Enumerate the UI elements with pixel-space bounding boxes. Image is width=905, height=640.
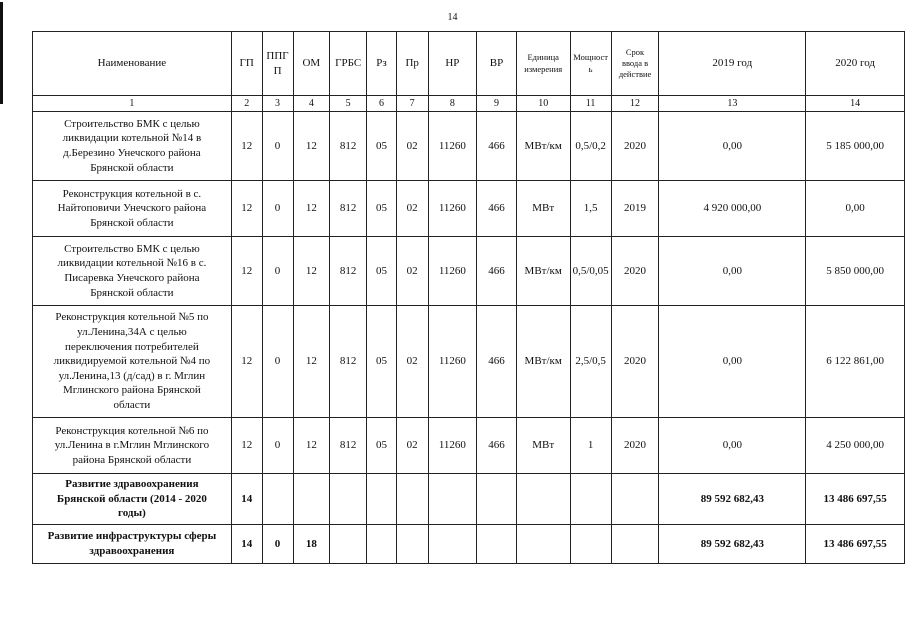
cell-om: 18 bbox=[293, 525, 330, 564]
cell-grbs bbox=[330, 474, 367, 525]
cell-gp: 12 bbox=[231, 237, 262, 306]
cell-y2019: 0,00 bbox=[659, 306, 806, 418]
cell-name: Реконструкция котельной №5 по ул.Ленина,34А с целью переключения потребителей ликвидируемой котельной №4 по ул.Ленина,13 (д/сад) в г. Мглин Мглинского района Брянской области bbox=[33, 306, 232, 418]
cell-nr bbox=[428, 474, 477, 525]
cell-pr: 02 bbox=[396, 306, 428, 418]
header-om: ОМ bbox=[293, 32, 330, 96]
column-index-cell: 8 bbox=[428, 96, 477, 112]
page-number: 14 bbox=[447, 12, 458, 23]
cell-ppgp: 0 bbox=[262, 418, 293, 474]
cell-rz: 05 bbox=[367, 237, 397, 306]
cell-grbs: 812 bbox=[330, 237, 367, 306]
cell-pr: 02 bbox=[396, 237, 428, 306]
cell-pr: 02 bbox=[396, 181, 428, 237]
cell-y2019: 89 592 682,43 bbox=[659, 474, 806, 525]
cell-pr bbox=[396, 525, 428, 564]
cell-term: 2020 bbox=[611, 306, 659, 418]
cell-unit: МВт bbox=[516, 418, 570, 474]
cell-ppgp: 0 bbox=[262, 112, 293, 181]
cell-rz: 05 bbox=[367, 181, 397, 237]
cell-ppgp: 0 bbox=[262, 525, 293, 564]
cell-y2019: 0,00 bbox=[659, 237, 806, 306]
header-2019: 2019 год bbox=[659, 32, 806, 96]
cell-rz: 05 bbox=[367, 418, 397, 474]
cell-unit: МВт bbox=[516, 181, 570, 237]
cell-om: 12 bbox=[293, 306, 330, 418]
cell-power bbox=[570, 474, 611, 525]
column-index-cell: 10 bbox=[516, 96, 570, 112]
cell-unit bbox=[516, 474, 570, 525]
cell-term: 2020 bbox=[611, 418, 659, 474]
column-index-cell: 14 bbox=[806, 96, 905, 112]
cell-grbs bbox=[330, 525, 367, 564]
cell-unit bbox=[516, 525, 570, 564]
cell-om: 12 bbox=[293, 237, 330, 306]
table-row bbox=[33, 474, 905, 525]
header-gp: ГП bbox=[231, 32, 262, 96]
cell-nr: 11260 bbox=[428, 306, 477, 418]
cell-y2020: 5 185 000,00 bbox=[806, 112, 905, 181]
column-index-cell: 6 bbox=[367, 96, 397, 112]
column-index-cell: 11 bbox=[570, 96, 611, 112]
cell-grbs: 812 bbox=[330, 306, 367, 418]
cell-power: 1,5 bbox=[570, 181, 611, 237]
table-row bbox=[33, 525, 905, 564]
cell-y2020: 13 486 697,55 bbox=[806, 474, 905, 525]
cell-rz bbox=[367, 474, 397, 525]
cell-name: Развитие здравоохранения Брянской области (2014 - 2020 годы) bbox=[33, 474, 232, 525]
column-index-cell: 5 bbox=[330, 96, 367, 112]
cell-power: 0,5/0,2 bbox=[570, 112, 611, 181]
cell-term: 2020 bbox=[611, 237, 659, 306]
cell-y2019: 0,00 bbox=[659, 112, 806, 181]
cell-pr: 02 bbox=[396, 112, 428, 181]
cell-gp: 12 bbox=[231, 418, 262, 474]
column-index-row bbox=[33, 96, 905, 112]
cell-name: Развитие инфраструктуры сферы здравоохранения bbox=[33, 525, 232, 564]
cell-ppgp: 0 bbox=[262, 237, 293, 306]
header-unit: Единица измерения bbox=[516, 32, 570, 96]
cell-pr bbox=[396, 474, 428, 525]
column-index-cell: 9 bbox=[477, 96, 517, 112]
cell-y2020: 13 486 697,55 bbox=[806, 525, 905, 564]
cell-grbs: 812 bbox=[330, 112, 367, 181]
cell-vr: 466 bbox=[477, 112, 517, 181]
cell-gp: 14 bbox=[231, 525, 262, 564]
cell-y2020: 5 850 000,00 bbox=[806, 237, 905, 306]
header-nr: НР bbox=[428, 32, 477, 96]
cell-nr: 11260 bbox=[428, 112, 477, 181]
cell-vr bbox=[477, 474, 517, 525]
cell-power: 2,5/0,5 bbox=[570, 306, 611, 418]
cell-nr: 11260 bbox=[428, 181, 477, 237]
cell-vr: 466 bbox=[477, 181, 517, 237]
header-grbs: ГРБС bbox=[330, 32, 367, 96]
cell-grbs: 812 bbox=[330, 418, 367, 474]
column-index-cell: 12 bbox=[611, 96, 659, 112]
cell-term: 2020 bbox=[611, 112, 659, 181]
cell-name: Реконструкция котельной №6 по ул.Ленина в г.Мглин Мглинского района Брянской области bbox=[33, 418, 232, 474]
cell-power bbox=[570, 525, 611, 564]
cell-gp: 12 bbox=[231, 112, 262, 181]
cell-y2019: 0,00 bbox=[659, 418, 806, 474]
cell-unit: МВт/км bbox=[516, 306, 570, 418]
cell-om: 12 bbox=[293, 112, 330, 181]
cell-unit: МВт/км bbox=[516, 112, 570, 181]
header-rz: Рз bbox=[367, 32, 397, 96]
cell-vr bbox=[477, 525, 517, 564]
cell-rz: 05 bbox=[367, 112, 397, 181]
cell-ppgp bbox=[262, 474, 293, 525]
header-name: Наименование bbox=[33, 32, 232, 96]
cell-power: 1 bbox=[570, 418, 611, 474]
cell-y2019: 4 920 000,00 bbox=[659, 181, 806, 237]
cell-nr: 11260 bbox=[428, 237, 477, 306]
cell-pr: 02 bbox=[396, 418, 428, 474]
cell-ppgp: 0 bbox=[262, 181, 293, 237]
cell-rz: 05 bbox=[367, 306, 397, 418]
cell-rz bbox=[367, 525, 397, 564]
cell-y2020: 4 250 000,00 bbox=[806, 418, 905, 474]
cell-name: Строительство БМК с целью ликвидации котельной №16 в с. Писаревка Унечского района Брянской области bbox=[33, 237, 232, 306]
header-2020: 2020 год bbox=[806, 32, 905, 96]
header-row bbox=[33, 32, 905, 96]
cell-om bbox=[293, 474, 330, 525]
cell-term bbox=[611, 525, 659, 564]
header-term: Срок ввода в действие bbox=[611, 32, 659, 96]
cell-nr: 11260 bbox=[428, 418, 477, 474]
cell-gp: 12 bbox=[231, 306, 262, 418]
cell-nr bbox=[428, 525, 477, 564]
cell-term: 2019 bbox=[611, 181, 659, 237]
cell-y2020: 0,00 bbox=[806, 181, 905, 237]
column-index-cell: 3 bbox=[262, 96, 293, 112]
column-index-cell: 4 bbox=[293, 96, 330, 112]
table-row bbox=[33, 306, 905, 418]
cell-om: 12 bbox=[293, 181, 330, 237]
header-pr: Пр bbox=[396, 32, 428, 96]
header-ppgp: ППГ П bbox=[262, 32, 293, 96]
table-row bbox=[33, 181, 905, 237]
column-index-cell: 2 bbox=[231, 96, 262, 112]
column-index-cell: 7 bbox=[396, 96, 428, 112]
column-index-cell: 13 bbox=[659, 96, 806, 112]
cell-ppgp: 0 bbox=[262, 306, 293, 418]
budget-table bbox=[32, 31, 905, 564]
header-power: Мощност ь bbox=[570, 32, 611, 96]
cell-vr: 466 bbox=[477, 418, 517, 474]
header-vr: ВР bbox=[477, 32, 517, 96]
table-row bbox=[33, 237, 905, 306]
cell-om: 12 bbox=[293, 418, 330, 474]
cell-term bbox=[611, 474, 659, 525]
cell-gp: 12 bbox=[231, 181, 262, 237]
cell-name: Строительство БМК с целью ликвидации котельной №14 в д.Березино Унечского района Брянской области bbox=[33, 112, 232, 181]
cell-y2019: 89 592 682,43 bbox=[659, 525, 806, 564]
cell-vr: 466 bbox=[477, 306, 517, 418]
cell-gp: 14 bbox=[231, 474, 262, 525]
cell-vr: 466 bbox=[477, 237, 517, 306]
column-index-cell: 1 bbox=[33, 96, 232, 112]
cell-y2020: 6 122 861,00 bbox=[806, 306, 905, 418]
cell-name: Реконструкция котельной в с. Найтоповичи Унечского района Брянской области bbox=[33, 181, 232, 237]
cell-unit: МВт/км bbox=[516, 237, 570, 306]
table-row bbox=[33, 418, 905, 474]
table-row bbox=[33, 112, 905, 181]
cell-power: 0,5/0,05 bbox=[570, 237, 611, 306]
cell-grbs: 812 bbox=[330, 181, 367, 237]
